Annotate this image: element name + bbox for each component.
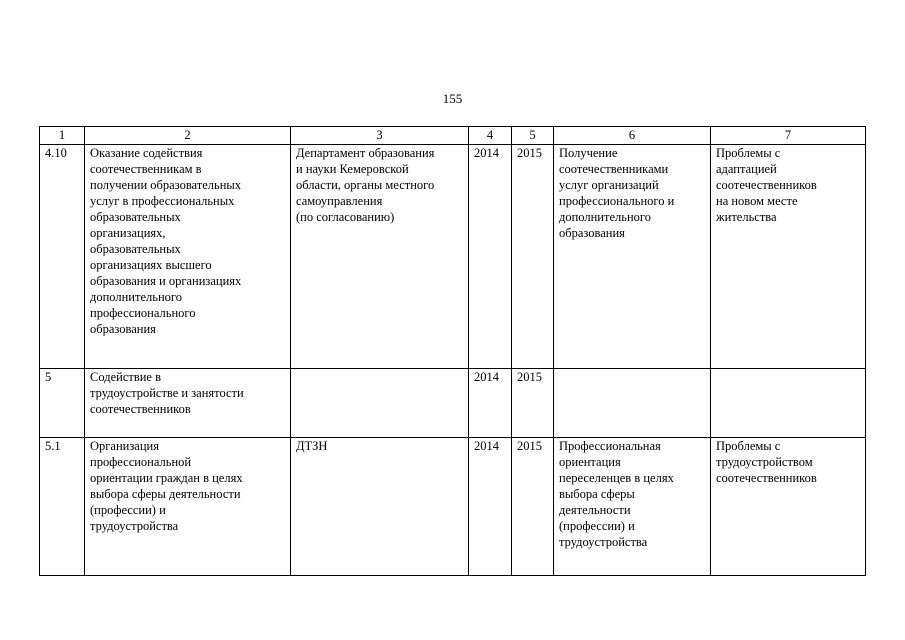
- page-number: 155: [442, 91, 463, 106]
- end-year-cell: [512, 438, 554, 576]
- executor-text: Департамент образования и науки Кемеровской области, органы местного самоуправления (по согласованию): [296, 146, 435, 224]
- end-year: 2015: [517, 439, 542, 453]
- end-year-cell: [512, 369, 554, 438]
- table-row: [40, 438, 866, 576]
- column-header: 7: [711, 127, 866, 145]
- end-year: 2015: [517, 146, 542, 160]
- problem-cell: [711, 438, 866, 576]
- column-header: 6: [554, 127, 711, 145]
- table-row: [40, 145, 866, 369]
- activity-cell: [85, 369, 291, 438]
- end-year-cell: [512, 145, 554, 369]
- result-cell: [554, 438, 711, 576]
- column-header: 4: [469, 127, 512, 145]
- activity-text: Оказание содействия соотечественникам в получении образовательных услуг в профессиональных образовательных организациях, образовательных организациях высшего образования и организациях дополнительного профессионального образования: [90, 146, 242, 336]
- row-number-cell: [40, 145, 85, 369]
- problem-cell: [711, 369, 866, 438]
- start-year-cell: [469, 369, 512, 438]
- table-row: [40, 369, 866, 438]
- start-year: 2014: [474, 439, 499, 453]
- activity-cell: [85, 438, 291, 576]
- row-number: 4.10: [45, 146, 67, 160]
- problem-text: Проблемы с адаптацией соотечественников на новом месте жительства: [716, 146, 817, 224]
- table-header-row: [40, 127, 866, 145]
- start-year-cell: [469, 438, 512, 576]
- problem-text: Проблемы с трудоустройством соотечественников: [716, 439, 817, 485]
- executor-cell: [291, 369, 469, 438]
- measures-table: [39, 126, 866, 576]
- start-year: 2014: [474, 370, 499, 384]
- activity-text: Содействие в трудоустройстве и занятости соотечественников: [90, 370, 244, 416]
- result-text: Получение соотечественниками услуг организаций профессионального и дополнительного образования: [559, 146, 675, 240]
- executor-cell: [291, 145, 469, 369]
- row-number: 5: [45, 370, 52, 384]
- column-header: 1: [40, 127, 85, 145]
- result-text: Профессиональная ориентация переселенцев в целях выбора сферы деятельности (профессии) и трудоустройства: [559, 439, 674, 549]
- activity-cell: [85, 145, 291, 369]
- column-header: 5: [512, 127, 554, 145]
- column-header: 2: [85, 127, 291, 145]
- row-number: 5.1: [45, 439, 61, 453]
- row-number-cell: [40, 438, 85, 576]
- row-number-cell: [40, 369, 85, 438]
- activity-text: Организация профессиональной ориентации граждан в целях выбора сферы деятельности (профессии) и трудоустройства: [90, 439, 243, 533]
- start-year-cell: [469, 145, 512, 369]
- column-header: 3: [291, 127, 469, 145]
- executor-cell: [291, 438, 469, 576]
- result-cell: [554, 145, 711, 369]
- end-year: 2015: [517, 370, 542, 384]
- executor-text: ДТЗН: [296, 439, 328, 453]
- start-year: 2014: [474, 146, 499, 160]
- result-cell: [554, 369, 711, 438]
- problem-cell: [711, 145, 866, 369]
